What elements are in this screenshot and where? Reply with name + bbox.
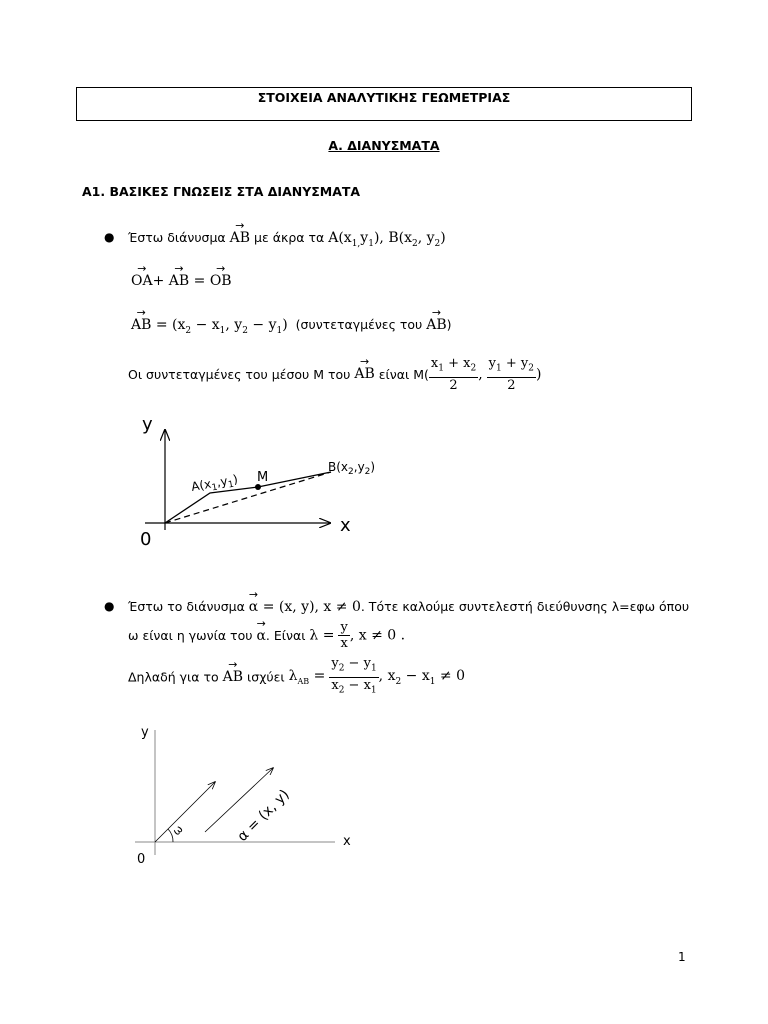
slope-fraction: $\frac{y}{x}$ [340, 620, 348, 651]
point-m-label: M [257, 470, 269, 485]
angle-text: ω είναι η γωνία του [128, 628, 253, 643]
x-axis-label: x [340, 515, 351, 536]
midpoint-y-fraction: $\frac{y_1 + y_2}{2}$ [488, 356, 534, 393]
direction-arrow-1 [155, 782, 215, 842]
midpoint-text: Οι συντεταγμένες του μέσου Μ του [128, 366, 351, 382]
angle-omega-label: ω [169, 822, 186, 839]
coordinates-note: (συντεταγμένες του [295, 317, 423, 332]
vector-ab-4: → AB [223, 669, 243, 685]
midpoint-is: είναι [378, 366, 410, 382]
midpoint-m: Μ( [413, 366, 429, 382]
slope-figure [125, 720, 365, 870]
vector-sum-equation: → OA+ → AB = → OB [131, 273, 232, 289]
bullet-2-line-2: ω είναι η γωνία του → α. Είναι λ = $\frac{y}{x}$ , x ≠ 0 . [128, 620, 405, 651]
vector-ab-3: → AB [354, 366, 374, 382]
bullet-1-line [128, 230, 446, 249]
origin-label-2: 0 [137, 852, 146, 867]
x-axis-label-2: x [343, 834, 351, 849]
midpoint-x-fraction: $\frac{x_1 + x_2}{2}$ [430, 356, 477, 393]
bullet-2-line-3: Δηλαδή για το → AB ισχύει $\lambda_{AB}$ = $\frac{y_2 - y_1}{x_2 - x_1}$ , $x_2 - x_1 \ne 0$ [128, 656, 465, 698]
subsection-heading: Α1. ΒΑΣΙΚΕΣ ΓΝΩΣΕΙΣ ΣΤΑ ΔΙΑΝΥΣΜΑΤΑ [82, 184, 361, 199]
for-ab-text: Δηλαδή για το [128, 669, 219, 685]
midpoint-line: Οι συντεταγμένες του μέσου Μ του → AB είναι Μ( $\frac{x_1 + x_2}{2}$ , $\frac{y_1 + y_2}{2}$ ) [128, 356, 541, 393]
bullet-2-mid: . Τότε καλούμε συντελεστή διεύθυνσης λ=εφω όπου [360, 599, 690, 614]
slope-intro: . Είναι [265, 628, 306, 643]
bullet-2-lead: Έστω το διάνυσμα [128, 599, 245, 614]
slope-ab-fraction: $\frac{y_2 - y_1}{x_2 - x_1}$ [331, 656, 377, 696]
point-b-label: $B(x_2,y_2)$ [328, 460, 376, 477]
bullet-1-mid: με άκρα τα [254, 230, 325, 245]
holds-text: ισχύει [247, 669, 285, 685]
origin-label: 0 [140, 529, 152, 550]
bullet-1-marker: ● [104, 230, 115, 244]
bullet-2-line-1: Έστω το διάνυσμα → α = (x, y), x ≠ 0. Τότε καλούμε συντελεστή διεύθυνσης λ=εφω όπου [128, 599, 689, 615]
midpoint-figure [120, 405, 400, 555]
coordinates-equation: → AB = ($x_2 - x_1$, $y_2 - y_1$) (συντεταγμένες του → AB) [131, 317, 452, 336]
page-number: 1 [678, 950, 686, 964]
vector-ab-2: → AB [426, 317, 446, 333]
point-a-label: $A(x_1,y_1)$ [190, 471, 239, 494]
y-axis-label-2: y [141, 725, 149, 740]
vector-ab: → AB [230, 230, 250, 246]
bullet-2-marker: ● [104, 599, 115, 613]
vector-alpha-label: α = (x, y) [234, 786, 293, 845]
y-axis-label: y [142, 414, 153, 435]
document-title: ΣΤΟΙΧΕΙΑ ΑΝΑΛΥΤΙΚΗΣ ΓΕΩΜΕΤΡΙΑΣ [257, 90, 511, 105]
title-box [76, 87, 692, 121]
section-heading: Α. ΔΙΑΝΥΣΜΑΤΑ [328, 138, 440, 153]
bullet-1-lead: Έστω διάνυσμα [128, 230, 226, 245]
vector-alpha: → α [256, 628, 265, 644]
endpoints-formula: $A(x_{1,}y_1)$, $B(x_2$, $y_2$) [328, 230, 446, 249]
